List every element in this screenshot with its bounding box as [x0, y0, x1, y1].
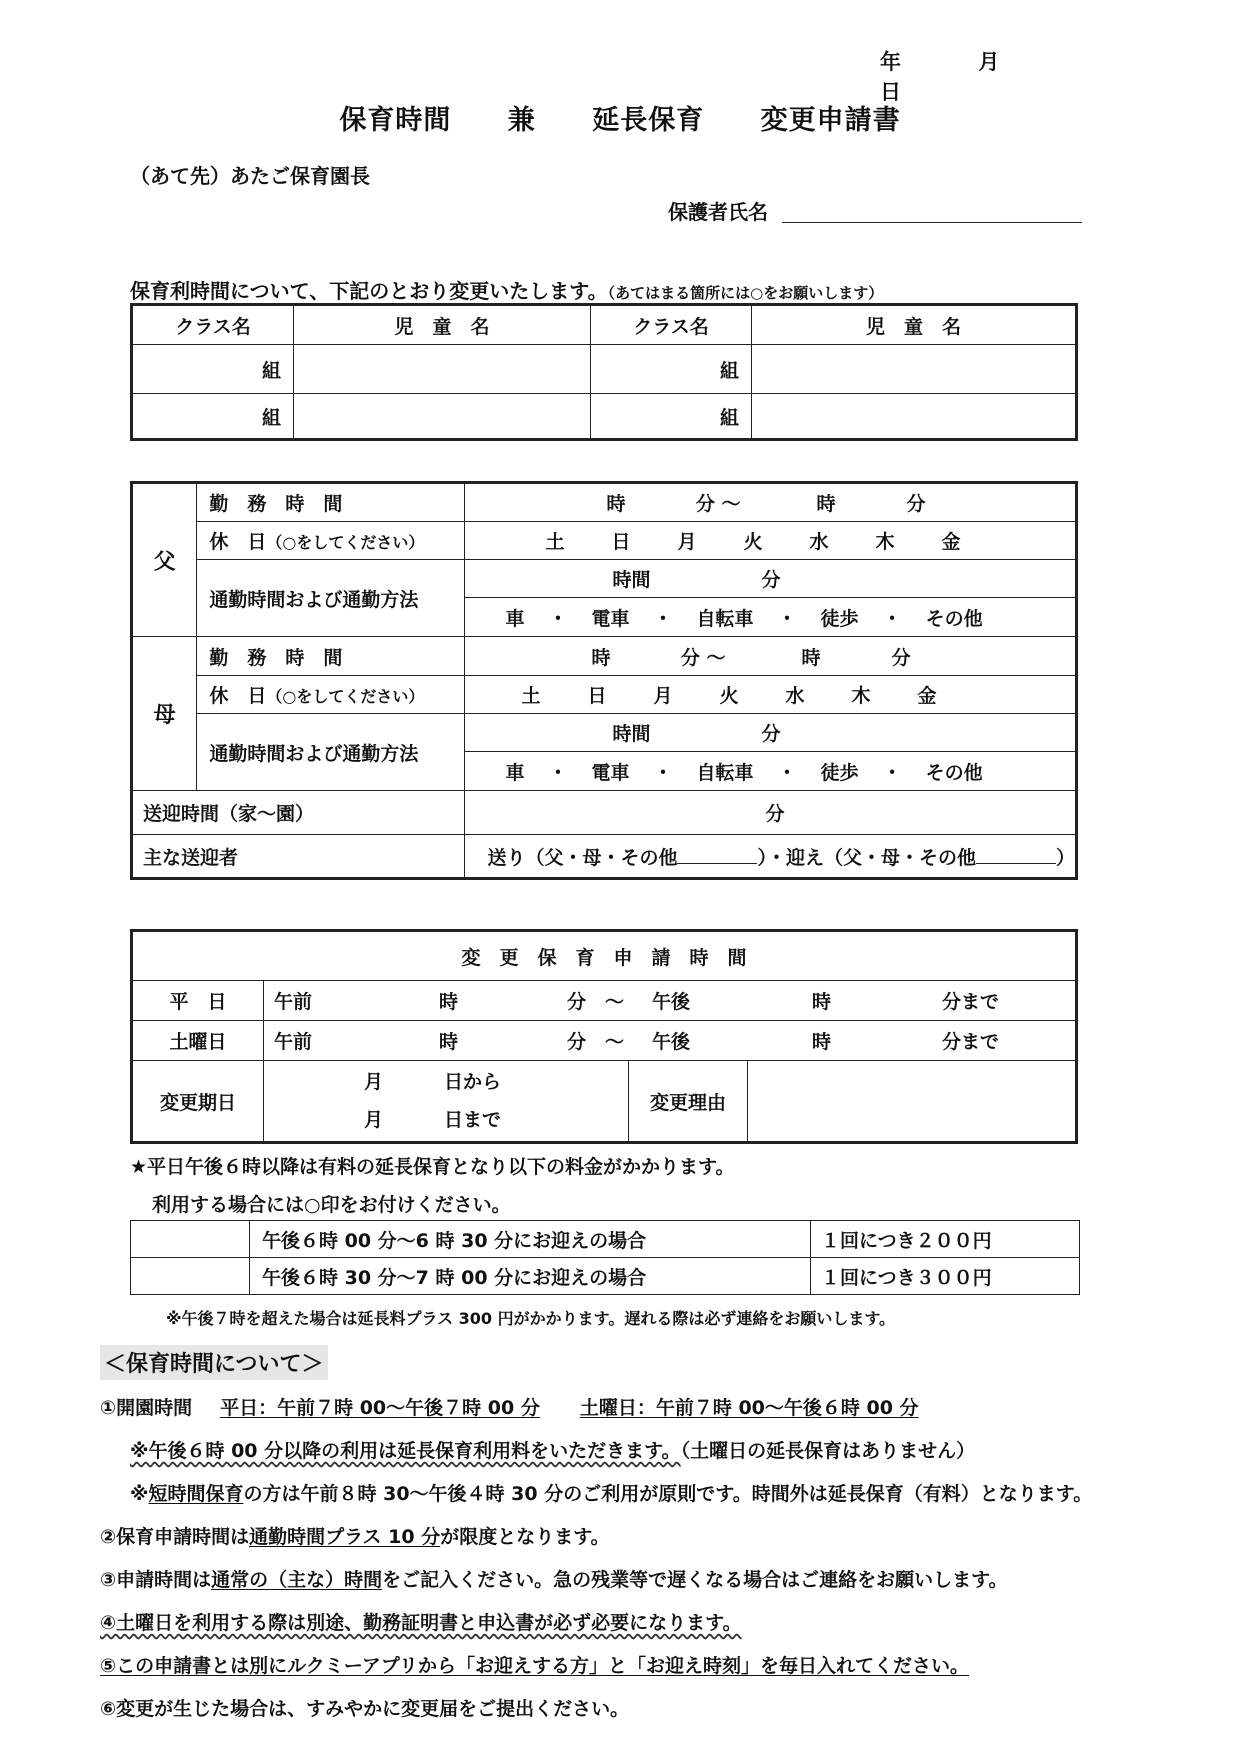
father-commute-method[interactable] [465, 598, 1077, 637]
am-label: 午前 [274, 1031, 313, 1053]
holiday-label-text: 休 日 [209, 531, 267, 553]
intro-main: 保育利時間について、下記のとおり変更いたします。 [130, 279, 608, 303]
commute-hours: 時間 [612, 569, 651, 591]
hours-section-heading: ＜保育時間について＞ [100, 1345, 328, 1380]
fee-table [130, 1220, 1080, 1295]
fee-desc: 午後６時 00 分～6 時 30 分にお迎えの場合 [250, 1221, 811, 1258]
method-train[interactable]: 電車 [591, 607, 630, 630]
child-name-header-1: 児 童 名 [294, 305, 591, 345]
method-sep: ・ [548, 761, 568, 784]
intro-note: （あてはまる箇所には○をお願いします） [607, 284, 884, 302]
hours-item-1 [100, 1393, 919, 1420]
am-label: 午前 [274, 991, 313, 1013]
day-tue[interactable]: 火 [743, 531, 763, 553]
mother-commute-method[interactable] [465, 752, 1077, 791]
class-cell[interactable]: 組 [132, 345, 294, 394]
work-hours-label: 勤 務 時 間 [197, 483, 465, 522]
year-label: 年 [880, 50, 901, 74]
hours-note-2 [130, 1479, 1092, 1506]
month-label: 月 [978, 50, 1000, 74]
holiday-label [197, 522, 465, 560]
method-sep: ・ [653, 607, 673, 630]
day-sat[interactable]: 土 [545, 531, 565, 553]
title-part-1: 保育時間 [339, 105, 452, 136]
item1-label: ①開園時間 [100, 1397, 193, 1419]
guardian-label: 保護者氏名 [668, 200, 768, 224]
hours-item-4: ④土曜日を利用する際は別途、勤務証明書と申込書が必ず必要になります。 [100, 1612, 742, 1634]
note1-paren: （土曜日の延長保育はありません） [680, 1440, 976, 1462]
mother-commute-time[interactable] [465, 714, 1077, 752]
hours-item-6: ⑥変更が生じた場合は、すみやかに変更届をご提出ください。 [100, 1698, 630, 1720]
item3-a: ③申請時間は [100, 1569, 212, 1591]
class-cell[interactable]: 組 [591, 345, 752, 394]
child-name-cell[interactable] [294, 345, 591, 394]
escort-value[interactable] [465, 835, 1077, 879]
children-table [130, 303, 1078, 441]
mother-label: 母 [132, 637, 197, 791]
day-fri[interactable]: 金 [941, 531, 961, 553]
reason-label: 変更理由 [629, 1061, 748, 1143]
fee-amount: １回につき３００円 [811, 1258, 1080, 1295]
fee-amount: １回につき２００円 [811, 1221, 1080, 1258]
day-sat[interactable]: 土 [521, 685, 541, 707]
method-other[interactable]: その他 [925, 607, 983, 630]
mother-holiday-days[interactable] [465, 676, 1077, 714]
class-header-1: クラス名 [132, 305, 294, 345]
work-hours-label: 勤 務 時 間 [197, 637, 465, 676]
father-work-hours[interactable] [465, 483, 1077, 522]
escort-close: ） [1055, 846, 1075, 869]
class-cell[interactable]: 組 [132, 394, 294, 440]
mother-work-hours[interactable] [465, 637, 1077, 676]
minute-to: 分まで [942, 1031, 1000, 1053]
transit-value[interactable]: 分 [465, 791, 1077, 835]
child-name-cell[interactable] [752, 345, 1077, 394]
period-label: 変更期日 [132, 1061, 264, 1143]
reason-field[interactable] [748, 1061, 1077, 1143]
child-name-cell[interactable] [294, 394, 591, 440]
note2-mark: ※ [130, 1483, 149, 1505]
escort-label: 主な送迎者 [132, 835, 465, 879]
father-label: 父 [132, 483, 197, 637]
minute-to: 分まで [942, 991, 1000, 1013]
child-name-cell[interactable] [752, 394, 1077, 440]
period-from-month: 月 [364, 1071, 384, 1093]
method-sep: ・ [882, 761, 902, 784]
title-part-2: 兼 [507, 105, 536, 136]
wh-minute-from: 分 ～ [680, 646, 726, 669]
class-header-2: クラス名 [591, 305, 752, 345]
day-mon[interactable]: 月 [677, 531, 697, 553]
commute-label: 通勤時間および通勤方法 [197, 560, 465, 637]
father-commute-time[interactable] [465, 560, 1077, 598]
day-thu[interactable]: 木 [875, 531, 895, 553]
fee-mark-cell[interactable] [131, 1221, 250, 1258]
item2-a: ②保育申請時間は [100, 1526, 250, 1548]
change-header: 変 更 保 育 申 請 時 間 [132, 931, 1077, 981]
hour-to: 時 [812, 1031, 832, 1053]
weekday-time[interactable] [264, 981, 1077, 1021]
wh-minute-to: 分 [906, 493, 926, 515]
guardian-name-field[interactable] [782, 222, 1082, 223]
escort-pickup-other-field[interactable] [976, 847, 1056, 864]
method-sep: ・ [777, 607, 797, 630]
class-cell[interactable]: 組 [591, 394, 752, 440]
day-sun[interactable]: 日 [587, 685, 607, 707]
day-fri[interactable]: 金 [917, 685, 937, 707]
period-to-day: 日まで [444, 1109, 502, 1131]
wh-hour-to: 時 [816, 493, 836, 515]
method-train[interactable]: 電車 [591, 761, 630, 784]
wh-minute-from: 分 ～ [695, 493, 741, 515]
hour-from: 時 [439, 1031, 459, 1053]
note2-text: の方は午前８時 30～午後４時 30 分のご利用が原則です。時間外は延長保育（有料）となります。 [243, 1483, 1093, 1505]
method-other[interactable]: その他 [925, 761, 983, 784]
item3-c: をご記入ください。急の残業等で遅くなる場合はご連絡をお願いします。 [382, 1569, 1008, 1591]
period-to-month: 月 [364, 1109, 384, 1131]
commute-hours: 時間 [612, 723, 651, 745]
fee-mark-cell[interactable] [131, 1258, 250, 1295]
minute-from: 分 ～ [567, 1031, 625, 1053]
item1-weekday: 平日：午前７時 00～午後７時 00 分 [220, 1397, 540, 1419]
addressee: （あて先）あたご保育園長 [130, 164, 370, 188]
period-dates[interactable] [264, 1061, 629, 1143]
fee-note-2: 利用する場合には○印をお付けください。 [152, 1194, 511, 1216]
fee-desc: 午後６時 30 分～7 時 00 分にお迎えの場合 [250, 1258, 811, 1295]
transit-label: 送迎時間（家～園） [132, 791, 465, 835]
item2-b: 通勤時間プラス 10 分 [249, 1526, 441, 1548]
hour-to: 時 [812, 991, 832, 1013]
weekday-label: 平 日 [132, 981, 264, 1021]
method-car[interactable]: 車 [505, 761, 525, 784]
day-wed[interactable]: 水 [785, 685, 805, 707]
pm-label: 午後 [652, 1031, 691, 1053]
commute-minutes: 分 [761, 723, 781, 745]
item1-saturday: 土曜日：午前７時 00～午後６時 00 分 [579, 1397, 919, 1419]
hours-item-5: ⑤この申請書とは別にルクミーアプリから「お迎えする方」と「お迎え時刻」を毎日入れてください。 [100, 1655, 969, 1677]
holiday-note: （○をしてください） [266, 687, 425, 706]
period-from-day: 日から [444, 1071, 502, 1093]
item3-b: 通常の（主な）時間 [211, 1569, 383, 1591]
page-title [0, 98, 1240, 137]
note1-main: ※午後６時 00 分以降の利用は延長保育利用料をいただきます。 [130, 1440, 681, 1462]
saturday-label: 土曜日 [132, 1021, 264, 1061]
intro-text [130, 275, 883, 304]
item2-c: が限度となります。 [440, 1526, 610, 1548]
day-sun[interactable]: 日 [611, 531, 631, 553]
holiday-label [197, 676, 465, 714]
day-label: 日 [880, 80, 901, 104]
fee-note-1: ★平日午後６時以降は有料の延長保育となり以下の料金がかかります。 [130, 1156, 735, 1178]
method-sep: ・ [653, 761, 673, 784]
pm-label: 午後 [652, 991, 691, 1013]
method-bicycle[interactable]: 自転車 [696, 761, 754, 784]
wh-hour-to: 時 [801, 646, 821, 669]
title-part-4: 変更申請書 [760, 105, 901, 136]
hours-note-1 [130, 1436, 975, 1463]
escort-dropoff-other-field[interactable] [677, 847, 757, 864]
minute-from: 分 ～ [567, 991, 625, 1013]
method-sep: ・ [882, 607, 902, 630]
method-bicycle[interactable]: 自転車 [696, 607, 754, 630]
day-wed[interactable]: 水 [809, 531, 829, 553]
note2-short-care: 短時間保育 [148, 1483, 244, 1505]
change-request-table [130, 929, 1078, 1144]
escort-dropoff: 送り（父・母・その他 [487, 846, 678, 869]
method-sep: ・ [777, 761, 797, 784]
method-walk[interactable]: 徒歩 [820, 607, 859, 630]
hours-item-2 [100, 1522, 610, 1549]
commute-label: 通勤時間および通勤方法 [197, 714, 465, 791]
date-line [880, 46, 1080, 106]
holiday-label-text: 休 日 [209, 685, 267, 707]
day-mon[interactable]: 月 [653, 685, 673, 707]
hours-item-3 [100, 1565, 1008, 1592]
wh-hour: 時 [591, 646, 611, 669]
method-sep: ・ [548, 607, 568, 630]
method-car[interactable]: 車 [505, 607, 525, 630]
father-holiday-days[interactable] [465, 522, 1077, 560]
wh-hour: 時 [606, 493, 626, 515]
holiday-note: （○をしてください） [266, 533, 425, 552]
title-part-3: 延長保育 [592, 105, 705, 136]
commute-minutes: 分 [761, 569, 781, 591]
child-name-header-2: 児 童 名 [752, 305, 1077, 345]
saturday-time[interactable] [264, 1021, 1077, 1061]
hour-from: 時 [439, 991, 459, 1013]
parents-table [130, 481, 1078, 880]
fee-footnote: ※午後７時を超えた場合は延長料プラス 300 円がかかります。遅れる際は必ず連絡をお願いします。 [166, 1309, 896, 1328]
day-tue[interactable]: 火 [719, 685, 739, 707]
day-thu[interactable]: 木 [851, 685, 871, 707]
method-walk[interactable]: 徒歩 [820, 761, 859, 784]
escort-pickup: ）・迎え（父・母・その他 [757, 846, 976, 869]
wh-minute-to: 分 [891, 646, 911, 669]
